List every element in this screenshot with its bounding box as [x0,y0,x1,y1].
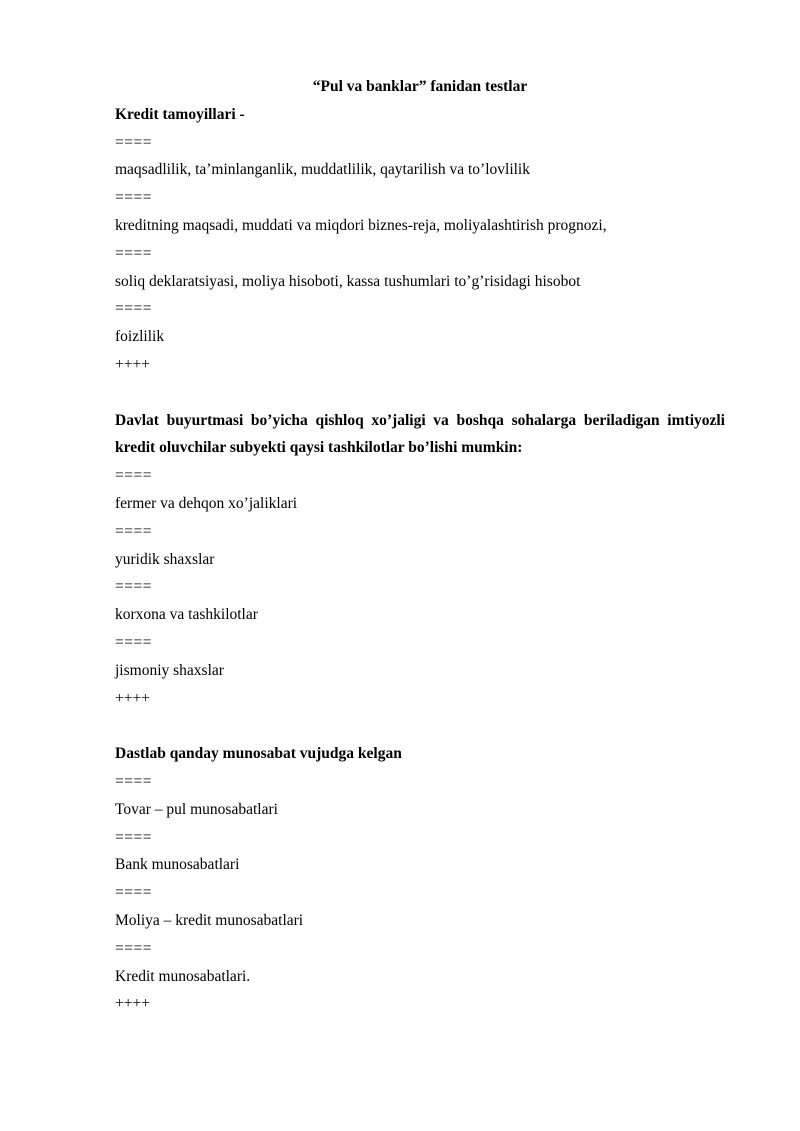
option-separator: ==== [115,633,152,651]
option-separator: ==== [115,578,152,596]
question-3-option-2: Bank munosabatlari [115,856,240,874]
question-2-option-1: fermer va dehqon xo’jaliklari [115,494,298,512]
spacer [115,712,725,740]
option-separator: ==== [115,884,152,902]
question-3-option-3: Moliya – kredit munosabatlari [115,911,304,929]
question-1-option-2: kreditning maqsadi, muddati va miqdori biznes-reja, moliyalashtirish prognozi, [115,216,607,234]
option-separator: ==== [115,939,152,957]
question-1-option-3: soliq deklaratsiyasi, moliya hisoboti, kassa tushumlari to’g’risidagi hisobot [115,272,581,290]
question-1: Kredit tamoyillari - [115,105,245,123]
question-1-option-1: maqsadlilik, ta’minlanganlik, muddatlilik, qaytarilish va to’lovlilik [115,161,530,179]
option-separator: ==== [115,133,152,151]
option-separator: ==== [115,772,152,790]
option-separator: ==== [115,828,152,846]
option-separator: ==== [115,467,152,485]
question-3-option-4: Kredit munosabatlari. [115,967,251,985]
question-2: Davlat buyurtmasi bo’yicha qishloq xo’jaligi va boshqa sohalarga beriladigan imtiyozli kredit oluvchilar subyekti qaysi tashkilotlar bo’lishi mumkin: [115,411,725,457]
document-title: “Pul va banklar” fanidan testlar [312,78,528,95]
question-1-option-4: foizlilik [115,328,165,346]
question-end-marker: ++++ [115,689,150,707]
question-3-option-1: Tovar – pul munosabatlari [115,800,278,818]
spacer [115,379,725,407]
question-end-marker: ++++ [115,995,150,1013]
question-2-option-4: jismoniy shaxslar [115,661,224,679]
option-separator: ==== [115,522,152,540]
question-3: Dastlab qanday munosabat vujudga kelgan [115,745,402,763]
question-2-option-2: yuridik shaxslar [115,550,215,568]
question-end-marker: ++++ [115,355,150,373]
option-separator: ==== [115,189,152,207]
document-page [115,73,725,1018]
option-separator: ==== [115,300,152,318]
question-2-option-3: korxona va tashkilotlar [115,606,258,624]
option-separator: ==== [115,244,152,262]
